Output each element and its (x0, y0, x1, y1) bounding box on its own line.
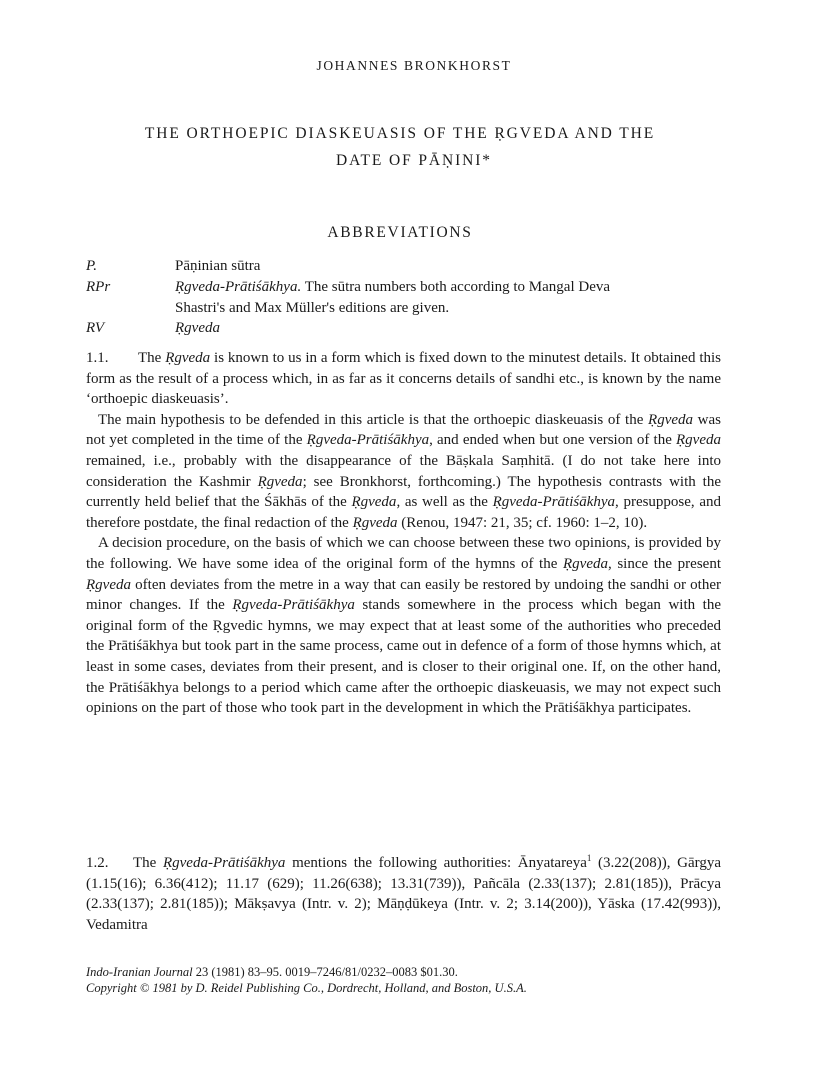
italic-term: Ṛgveda (648, 411, 694, 428)
italic-term: Ṛgveda (563, 555, 608, 572)
abbreviation-key: P. (86, 258, 97, 274)
section-number: 1.2. (86, 855, 109, 871)
italic-term: Ṛgveda (352, 514, 398, 531)
journal-name: Indo-Iranian Journal (86, 965, 193, 979)
italic-term: Ṛgveda-Prātiśākhya (162, 855, 286, 871)
section-1-1 (86, 348, 721, 719)
abbreviation-value-italic: Ṛgveda-Prātiśākhya. (175, 279, 302, 295)
article-title-line-2: DATE OF PĀṆINI* (336, 152, 492, 169)
italic-term: Ṛgveda-Prātiśākhya (232, 597, 355, 614)
copyright-line: Copyright © 1981 by D. Reidel Publishing Co., Dordrecht, Holland, and Boston, U.S.A. (86, 980, 527, 995)
section-number: 1.1. (86, 350, 109, 366)
abbreviation-key: RPr (86, 279, 111, 295)
paragraph-text: The Ṛgveda-Prātiśākhya mentions the following authorities: Ānyatareya$^1$ (3.22(208)), Gārgya (1.15(16); 6.36(412); 11.17 (629); 11.26(638); 13.31(739)), Pañcāla (2.33(137); 2.81(185)), Prācya (2.33(137); 2.81(185)); Mākṣavya (Intr. v. 2); Māṇḍūkeya (Intr. v. 2; 3.14(200)), Yāska (17.42(993)), Vedamitra (86, 853, 722, 933)
abbreviation-key: RV (86, 320, 105, 336)
author-name: JOHANNES BRONKHORST (316, 58, 512, 73)
italic-term: Ṛgveda (257, 473, 303, 490)
citation-details: 23 (1981) 83–95. 0019–7246/81/0232–0083 $01.30. (192, 965, 458, 979)
abbreviation-value-rest: The sūtra numbers both according to Mangal Deva (301, 279, 611, 295)
page-footer (86, 965, 736, 996)
paragraph (86, 348, 721, 410)
italic-term: Ṛgveda (351, 494, 397, 511)
italic-term: Ṛgveda-Prātiśākhya (492, 494, 616, 511)
paragraph-text: The Ṛgveda is known to us in a form which is fixed down to the minutest details. It obtained this form as the result of a process which, in as far as it concerns details of sandhi etc., is known by the name ‘orthoepic diaskeuasis’. (86, 350, 721, 408)
abbreviation-value: Pāṇinian sūtra (175, 258, 261, 274)
section-1-2 (86, 848, 721, 935)
italic-term: Ṛgveda-Prātiśākhya (306, 432, 430, 449)
abbreviation-value-italic: Ṛgveda (175, 320, 220, 336)
paragraph-text: The main hypothesis to be defended in this article is that the orthoepic diaskeuasis of the Ṛgveda was not yet completed in the time of the Ṛgveda-Prātiśākhya, and ended when but one version of the Ṛgveda remained, i.e., probably with the disappearance of the Bāṣkala Saṃhitā. (I do not take here into consideration the Kashmir Ṛgveda; see Bronkhorst, forthcoming.) The hypothesis contrasts with the currently held belief that the Śākhās of the Ṛgveda, as well as the Ṛgveda-Prātiśākhya, presuppose, and therefore postdate, the final redaction of the Ṛgveda (Renou, 1947: 21, 35; cf. 1960: 1–2, 10). (86, 411, 722, 531)
paragraph-text: A decision procedure, on the basis of which we can choose between these two opinions, is provided by the following. We have some idea of the original form of the hymns of the Ṛgveda, since the present Ṛgveda often deviates from the metre in a way that can easily be restored by undoing the sandhi or other minor changes. If the Ṛgveda-Prātiśākhya stands somewhere in the process which began with the original form of the Ṛgvedic hymns, we may expect that at least some of the authorities who preceded the Prātiśākhya but took part in the same process, came out in defence of a form of those hymns which, at least in some cases, deviates from their present, and is closer to their original one. If, on the other hand, the Prātiśākhya belongs to a period which came after the orthoepic diaskeuasis, we may not expect such opinions on the part of those who took part in the development in which the Prātiśākhya participates. (86, 535, 721, 717)
footnote-marker: 1 (586, 853, 592, 863)
abbreviation-value (175, 277, 735, 318)
article-title-line-1: THE ORTHOEPIC DIASKEUASIS OF THE ṚGVEDA AND THE (144, 125, 656, 142)
abbreviation-value-line2: Shastri's and Max Müller's editions are given. (175, 299, 450, 316)
paragraph (86, 848, 721, 935)
italic-term: Ṛgveda (165, 350, 211, 366)
journal-citation (86, 965, 736, 981)
italic-term: Ṛgveda (86, 576, 131, 593)
paragraph (86, 533, 721, 718)
abbreviations-heading: ABBREVIATIONS (327, 224, 473, 241)
paragraph (86, 410, 721, 534)
italic-term: Ṛgveda (676, 432, 721, 449)
